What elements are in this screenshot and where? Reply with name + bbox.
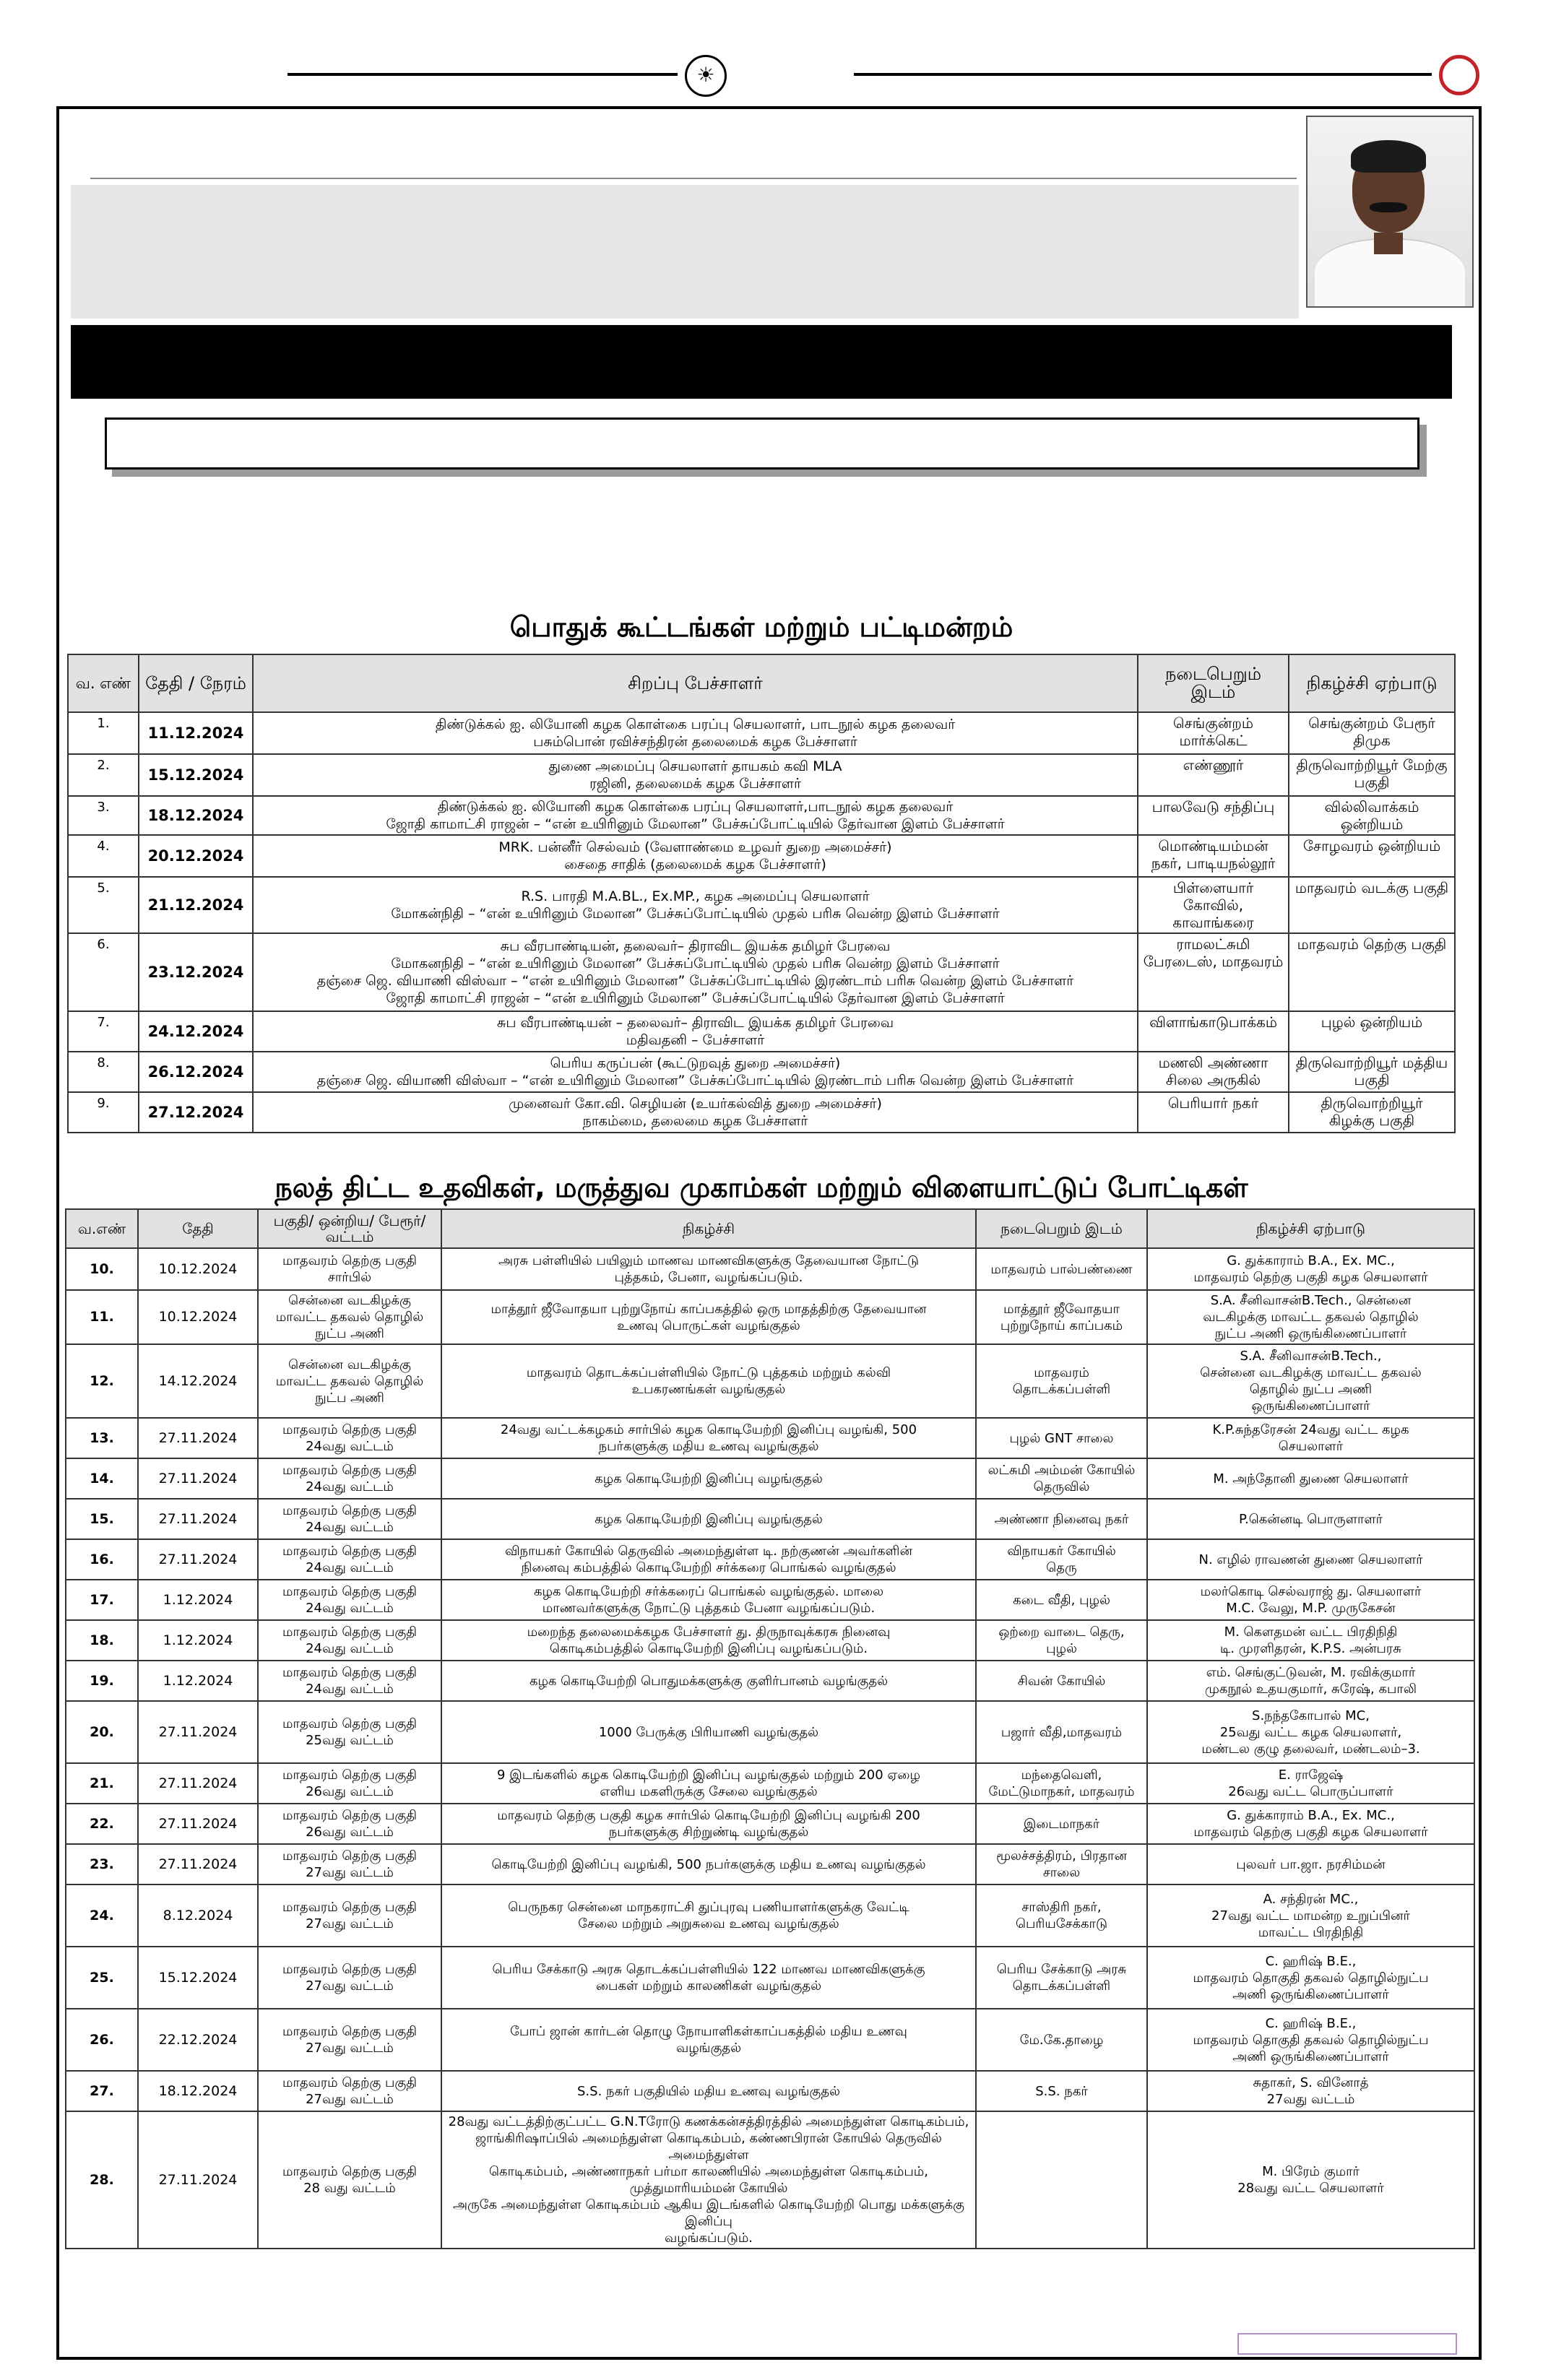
row-area: மாதவரம் தெற்கு பகுதி 24வது வட்டம் <box>258 1661 441 1701</box>
row-speaker: திண்டுக்கல் ஐ. லியோனி கழக கொள்கை பரப்பு செயலாளர், பாடநூல் கழக தலைவர் பசும்பொன் ரவிச்சந்திரன் தலைமைக் கழக பேச்சாளர் <box>253 712 1138 754</box>
row-place: விநாயகர் கோயில் தெரு <box>976 1539 1147 1580</box>
row-speaker: திண்டுக்கல் ஐ. லியோனி கழக கொள்கை பரப்பு செயலாளர்,பாடநூல் கழக தலைவர் ஜோதி காமாட்சி ராஜன் – “என் உயிரினும் மேலான” பேச்சுப்போட்டியில் தேர்வான இளம் பேச்சாளர் <box>253 796 1138 835</box>
row-place: S.S. நகர் <box>976 2071 1147 2111</box>
top-rule-left <box>288 73 678 76</box>
table-row <box>66 1620 1474 1661</box>
row-place <box>976 2111 1147 2249</box>
header2-event: நிகழ்ச்சி <box>441 1209 976 1248</box>
row-number: 23. <box>66 1844 138 1884</box>
row-number: 22. <box>66 1804 138 1844</box>
row-number: 26. <box>66 2009 138 2071</box>
row-organizer: சுதாகர், S. வினோத் 27வது வட்டம் <box>1147 2071 1474 2111</box>
row-date: 18.12.2024 <box>139 796 253 835</box>
row-number: 17. <box>66 1580 138 1620</box>
row-place: இடைமாநகர் <box>976 1804 1147 1844</box>
row-speaker: பெரிய கருப்பன் (கூட்டுறவுத் துறை அமைச்சர்) தஞ்சை ஜெ. வியாணி விஸ்வா – “என் உயிரினும் மேலான” பேச்சுப்போட்டியில் இரண்டாம் பரிசு வென்ற இளம் பேச்சாளர் <box>253 1052 1138 1092</box>
row-number: 18. <box>66 1620 138 1661</box>
row-date: 14.12.2024 <box>138 1344 258 1418</box>
black-banner <box>71 325 1452 399</box>
row-organizer: செங்குன்றம் பேரூர் திமுக <box>1289 712 1455 754</box>
row-date: 15.12.2024 <box>139 754 253 796</box>
table-row <box>66 1763 1474 1804</box>
table-row <box>66 1418 1474 1458</box>
row-place: ஒற்றை வாடை தெரு, புழல் <box>976 1620 1147 1661</box>
row-organizer: மாதவரம் தெற்கு பகுதி <box>1289 933 1455 1011</box>
row-number: 3. <box>68 796 139 835</box>
row-event: 24வது வட்டக்கழகம் சார்பில் கழக கொடியேற்றி இனிப்பு வழங்கி, 500 நபர்களுக்கு மதிய உணவு வழங்குதல் <box>441 1418 976 1458</box>
row-number: 28. <box>66 2111 138 2249</box>
row-date: 24.12.2024 <box>139 1011 253 1052</box>
row-speaker: சுப வீரபாண்டியன், தலைவர்– திராவிட இயக்க தமிழர் பேரவை மோகனநிதி – “என் உயிரினும் மேலான” பேச்சுப்போட்டியில் முதல் பரிசு வென்ற இளம் பேச்சாளர் தஞ்சை ஜெ. வியாணி விஸ்வா – “என் உயிரினும் மேலான” பேச்சுப்போட்டியில் இரண்டாம் பரிசு வென்ற இளம் பேச்சாளர் ஜோதி காமாட்சி ராஜன் – “என் உயிரினும் மேலான” பேச்சுப்போட்டியில் தேர்வான இளம் பேச்சாளர் <box>253 933 1138 1011</box>
header2-area: பகுதி/ ஒன்றிய/ பேரூர்/ வட்டம் <box>258 1209 441 1248</box>
row-event: 28வது வட்டத்திற்குட்பட்ட G.N.Tரோடு கணக்கன்சத்திரத்தில் அமைந்துள்ள கொடிகம்பம், ஜாங்கிரிஷாப்பில் அமைந்துள்ள கொடிகம்பம், கண்ணபிரான் கோயில் தெருவில் அமைந்துள்ள கொடிகம்பம், அண்ணாநகர் பர்மா காலணியில் அமைந்துள்ள கொடிகம்பம், முத்துமாரியம்மன் கோயில் அருகே அமைந்துள்ள கொடிகம்பம் ஆகிய இடங்களில் கொடியேற்றி பொது மக்களுக்கு இனிப்பு வழங்கப்படும். <box>441 2111 976 2249</box>
row-area: மாதவரம் தெற்கு பகுதி 27வது வட்டம் <box>258 2071 441 2111</box>
row-number: 6. <box>68 933 139 1011</box>
row-number: 10. <box>66 1248 138 1290</box>
row-organizer: திருவொற்றியூர் மேற்கு பகுதி <box>1289 754 1455 796</box>
row-number: 19. <box>66 1661 138 1701</box>
row-place: கடை வீதி, புழல் <box>976 1580 1147 1620</box>
row-organizer: M. அந்தோனி துணை செயலாளர் <box>1147 1458 1474 1499</box>
row-speaker: முனைவர் கோ.வி. செழியன் (உயர்கல்வித் துறை அமைச்சர்) நாகம்மை, தலைமை கழக பேச்சாளர் <box>253 1092 1138 1133</box>
table-row <box>68 754 1455 796</box>
table-row <box>68 835 1455 877</box>
row-area: மாதவரம் தெற்கு பகுதி 27வது வட்டம் <box>258 1844 441 1884</box>
row-organizer: E. ராஜேஷ் 26வது வட்ட பொருப்பாளர் <box>1147 1763 1474 1804</box>
row-number: 14. <box>66 1458 138 1499</box>
header-organizer: நிகழ்ச்சி ஏற்பாடு <box>1289 654 1455 712</box>
row-date: 10.12.2024 <box>138 1248 258 1290</box>
row-number: 21. <box>66 1763 138 1804</box>
row-organizer: M. பிரேம் குமார் 28வது வட்ட செயலாளர் <box>1147 2111 1474 2249</box>
row-date: 27.11.2024 <box>138 1418 258 1458</box>
row-place: பிள்ளையார் கோவில், காவாங்கரை <box>1138 877 1289 933</box>
row-number: 20. <box>66 1701 138 1763</box>
row-date: 27.11.2024 <box>138 2111 258 2249</box>
row-organizer: C. ஹரிஷ் B.E., மாதவரம் தொகுதி தகவல் தொழில்நுட்ப அணி ஒருங்கிணைப்பாளர் <box>1147 2009 1474 2071</box>
header-no: வ. எண் <box>68 654 139 712</box>
row-event: கொடியேற்றி இனிப்பு வழங்கி, 500 நபர்களுக்கு மதிய உணவு வழங்குதல் <box>441 1844 976 1884</box>
top-rule-right <box>854 73 1432 76</box>
row-place: பெரியார் நகர் <box>1138 1092 1289 1133</box>
row-event: 9 இடங்களில் கழக கொடியேற்றி இனிப்பு வழங்குதல் மற்றும் 200 ஏழை எளிய மகளிருக்கு சேலை வழங்குதல் <box>441 1763 976 1804</box>
row-number: 13. <box>66 1418 138 1458</box>
row-organizer: மலர்கொடி செல்வராஜ் து. செயலாளர் M.C. வேலு, M.P. முருகேசன் <box>1147 1580 1474 1620</box>
row-number: 1. <box>68 712 139 754</box>
row-organizer: திருவொற்றியூர் கிழக்கு பகுதி <box>1289 1092 1455 1133</box>
header2-no: வ.எண் <box>66 1209 138 1248</box>
table-row <box>66 1499 1474 1539</box>
row-event: விநாயகர் கோயில் தெருவில் அமைந்துள்ள டி. நற்குணன் அவர்களின் நினைவு கம்பத்தில் கொடியேற்றி சர்க்கரை பொங்கல் வழங்குதல் <box>441 1539 976 1580</box>
row-date: 1.12.2024 <box>138 1661 258 1701</box>
row-number: 7. <box>68 1011 139 1052</box>
row-organizer: புழல் ஒன்றியம் <box>1289 1011 1455 1052</box>
row-date: 27.11.2024 <box>138 1701 258 1763</box>
row-area: மாதவரம் தெற்கு பகுதி 27வது வட்டம் <box>258 2009 441 2071</box>
row-place: மூலச்சத்திரம், பிரதான சாலை <box>976 1844 1147 1884</box>
row-organizer: P.கென்னடி பொருளாளர் <box>1147 1499 1474 1539</box>
table-row <box>66 1844 1474 1884</box>
row-organizer: எம். செங்குட்டுவன், M. ரவிக்குமார் முகநூல் உதயகுமார், சுரேஷ், கபாலி <box>1147 1661 1474 1701</box>
row-place: மந்தைவெளி, மேட்டுமாநகர், மாதவரம் <box>976 1763 1147 1804</box>
row-area: மாதவரம் தெற்கு பகுதி 24வது வட்டம் <box>258 1580 441 1620</box>
row-area: மாதவரம் தெற்கு பகுதி 24வது வட்டம் <box>258 1499 441 1539</box>
row-date: 20.12.2024 <box>139 835 253 877</box>
row-event: மாத்தூர் ஜீவோதயா புற்றுநோய் காப்பகத்தில் ஒரு மாதத்திற்கு தேவையான உணவு பொருட்கள் வழங்குதல் <box>441 1290 976 1344</box>
row-date: 23.12.2024 <box>139 933 253 1011</box>
row-area: மாதவரம் தெற்கு பகுதி 27வது வட்டம் <box>258 1947 441 2009</box>
row-date: 27.11.2024 <box>138 1499 258 1539</box>
row-event: 1000 பேருக்கு பிரியாணி வழங்குதல் <box>441 1701 976 1763</box>
row-date: 15.12.2024 <box>138 1947 258 2009</box>
row-date: 10.12.2024 <box>138 1290 258 1344</box>
row-event: மாதவரம் தொடக்கப்பள்ளியில் நோட்டு புத்தகம் மற்றும் கல்வி உபகரணங்கள் வழங்குதல் <box>441 1344 976 1418</box>
table-row <box>66 1248 1474 1290</box>
row-date: 26.12.2024 <box>139 1052 253 1092</box>
row-event: மறைந்த தலைமைக்கழக பேச்சாளர் து. திருநாவுக்கரசு நினைவு கொடிகம்பத்தில் கொடியேற்றி இனிப்பு வழங்கப்படும். <box>441 1620 976 1661</box>
row-date: 1.12.2024 <box>138 1620 258 1661</box>
table-row <box>66 2009 1474 2071</box>
table-row <box>66 1580 1474 1620</box>
row-place: எண்ணூர் <box>1138 754 1289 796</box>
row-number: 11. <box>66 1290 138 1344</box>
table-row <box>66 1458 1474 1499</box>
page-corner-circle <box>1439 55 1479 95</box>
row-number: 9. <box>68 1092 139 1133</box>
row-number: 8. <box>68 1052 139 1092</box>
header-panel <box>71 185 1299 319</box>
table-row <box>66 1290 1474 1344</box>
section2-title: நலத் திட்ட உதவிகள், மருத்துவ முகாம்கள் மற்றும் விளையாட்டுப் போட்டிகள் <box>275 1172 1248 1203</box>
row-organizer: K.P.சுந்தரேசன் 24வது வட்ட கழக செயலாளர் <box>1147 1418 1474 1458</box>
row-area: மாதவரம் தெற்கு பகுதி சார்பில் <box>258 1248 441 1290</box>
row-place: புழல் GNT சாலை <box>976 1418 1147 1458</box>
row-date: 27.12.2024 <box>139 1092 253 1133</box>
row-speaker: R.S. பாரதி M.A.BL., Ex.MP., கழக அமைப்பு செயலாளர் மோகன்நிதி – “என் உயிரினும் மேலான” பேச்சுப்போட்டியில் முதல் பரிசு வென்ற இளம் பேச்சாளர் <box>253 877 1138 933</box>
row-place: அண்ணா நினைவு நகர் <box>976 1499 1147 1539</box>
header-speaker: சிறப்பு பேச்சாளர் <box>253 654 1138 712</box>
row-number: 4. <box>68 835 139 877</box>
footer-box <box>1237 2333 1457 2355</box>
row-organizer: மாதவரம் வடக்கு பகுதி <box>1289 877 1455 933</box>
row-number: 2. <box>68 754 139 796</box>
row-place: மாதவரம் தொடக்கப்பள்ளி <box>976 1344 1147 1418</box>
row-place: சாஸ்திரி நகர், பெரியசேக்காடு <box>976 1884 1147 1947</box>
row-place: மொண்டியம்மன் நகர், பாடியநல்லூர் <box>1138 835 1289 877</box>
welfare-table <box>65 1208 1475 2249</box>
row-place: மே.கே.தாழை <box>976 2009 1147 2071</box>
table-row <box>66 1344 1474 1418</box>
row-place: சிவன் கோயில் <box>976 1661 1147 1701</box>
row-area: மாதவரம் தெற்கு பகுதி 24வது வட்டம் <box>258 1620 441 1661</box>
party-emblem-icon: ☀ <box>685 55 727 97</box>
row-organizer: வில்லிவாக்கம் ஒன்றியம் <box>1289 796 1455 835</box>
row-number: 15. <box>66 1499 138 1539</box>
header2-place: நடைபெறும் இடம் <box>976 1209 1147 1248</box>
row-event: கழக கொடியேற்றி பொதுமக்களுக்கு குளிர்பானம் வழங்குதல் <box>441 1661 976 1701</box>
row-organizer: N. எழில் ராவணன் துணை செயலாளர் <box>1147 1539 1474 1580</box>
table-row <box>66 1539 1474 1580</box>
table-row <box>66 1701 1474 1763</box>
row-date: 21.12.2024 <box>139 877 253 933</box>
row-organizer: S.A. சீனிவாசன்B.Tech., சென்னை வடகிழக்கு மாவட்ட தகவல் தொழில் நுட்ப அணி ஒருங்கிணைப்பாளர் <box>1147 1344 1474 1418</box>
table-row <box>68 1011 1455 1052</box>
row-area: சென்னை வடகிழக்கு மாவட்ட தகவல் தொழில் நுட்ப அணி <box>258 1344 441 1418</box>
row-area: மாதவரம் தெற்கு பகுதி 26வது வட்டம் <box>258 1763 441 1804</box>
row-number: 27. <box>66 2071 138 2111</box>
row-area: சென்னை வடகிழக்கு மாவட்ட தகவல் தொழில் நுட்ப அணி <box>258 1290 441 1344</box>
row-area: மாதவரம் தெற்கு பகுதி 24வது வட்டம் <box>258 1418 441 1458</box>
row-event: மாதவரம் தெற்கு பகுதி கழக சார்பில் கொடியேற்றி இனிப்பு வழங்கி 200 நபர்களுக்கு சிற்றுண்டி வழங்குதல் <box>441 1804 976 1844</box>
row-place: மாதவரம் பால்பண்ணை <box>976 1248 1147 1290</box>
row-date: 22.12.2024 <box>138 2009 258 2071</box>
row-date: 27.11.2024 <box>138 1458 258 1499</box>
table-row <box>68 796 1455 835</box>
row-place: பாலவேடு சந்திப்பு <box>1138 796 1289 835</box>
row-date: 1.12.2024 <box>138 1580 258 1620</box>
table-row <box>68 1052 1455 1092</box>
row-area: மாதவரம் தெற்கு பகுதி 24வது வட்டம் <box>258 1539 441 1580</box>
row-event: S.S. நகர் பகுதியில் மதிய உணவு வழங்குதல் <box>441 2071 976 2111</box>
header-rule <box>90 178 1297 179</box>
row-speaker: சுப வீரபாண்டியன் – தலைவர்– திராவிட இயக்க தமிழர் பேரவை மதிவதனி – பேச்சாளர் <box>253 1011 1138 1052</box>
table-row <box>66 1947 1474 2009</box>
table-row <box>68 877 1455 933</box>
table-row <box>68 1092 1455 1133</box>
table-row <box>68 933 1455 1011</box>
subtitle-box <box>105 417 1419 469</box>
row-date: 27.11.2024 <box>138 1763 258 1804</box>
row-organizer: M. கௌதமன் வட்ட பிரதிநிதி டி. முரளிதரன், K.P.S. அன்பரசு <box>1147 1620 1474 1661</box>
row-place: விளாங்காடுபாக்கம் <box>1138 1011 1289 1052</box>
row-place: செங்குன்றம் மார்க்கெட் <box>1138 712 1289 754</box>
row-event: அரசு பள்ளியில் பயிலும் மாணவ மாணவிகளுக்கு தேவையான நோட்டு புத்தகம், பேனா, வழங்கப்படும். <box>441 1248 976 1290</box>
meetings-table <box>67 654 1456 1133</box>
row-event: பெரிய சேக்காடு அரசு தொடக்கப்பள்ளியில் 122 மாணவ மாணவிகளுக்கு பைகள் மற்றும் காலணிகள் வழங்குதல் <box>441 1947 976 2009</box>
table-row <box>66 1661 1474 1701</box>
row-speaker: MRK. பன்னீர் செல்வம் (வேளாண்மை உழவர் துறை அமைச்சர்) சைதை சாதிக் (தலைமைக் கழக பேச்சாளர்) <box>253 835 1138 877</box>
row-event: போப் ஜான் கார்டன் தொழு நோயாளிகள்காப்பகத்தில் மதிய உணவு வழங்குதல் <box>441 2009 976 2071</box>
row-organizer: G. துக்காராம் B.A., Ex. MC., மாதவரம் தெற்கு பகுதி கழக செயலாளர் <box>1147 1804 1474 1844</box>
row-place: பெரிய சேக்காடு அரசு தொடக்கப்பள்ளி <box>976 1947 1147 2009</box>
row-event: கழக கொடியேற்றி இனிப்பு வழங்குதல் <box>441 1499 976 1539</box>
leader-photo <box>1306 116 1474 308</box>
row-place: மணலி அண்ணா சிலை அருகில் <box>1138 1052 1289 1092</box>
table-row <box>66 2111 1474 2249</box>
row-event: பெருநகர சென்னை மாநகராட்சி துப்புரவு பணியாளர்களுக்கு வேட்டி சேலை மற்றும் அறுசுவை உணவு வழங்குதல் <box>441 1884 976 1947</box>
row-organizer: A. சந்திரன் MC., 27வது வட்ட மாமன்ற உறுப்பினர் மாவட்ட பிரதிநிதி <box>1147 1884 1474 1947</box>
row-organizer: C. ஹரிஷ் B.E., மாதவரம் தொகுதி தகவல் தொழில்நுட்ப அணி ஒருங்கிணைப்பாளர் <box>1147 1947 1474 2009</box>
row-date: 18.12.2024 <box>138 2071 258 2111</box>
row-area: மாதவரம் தெற்கு பகுதி 28 வது வட்டம் <box>258 2111 441 2249</box>
header-place: நடைபெறும் இடம் <box>1138 654 1289 712</box>
row-area: மாதவரம் தெற்கு பகுதி 26வது வட்டம் <box>258 1804 441 1844</box>
row-organizer: G. துக்காராம் B.A., Ex. MC., மாதவரம் தெற்கு பகுதி கழக செயலாளர் <box>1147 1248 1474 1290</box>
row-place: லட்சுமி அம்மன் கோயில் தெருவில் <box>976 1458 1147 1499</box>
row-date: 27.11.2024 <box>138 1844 258 1884</box>
header2-date: தேதி <box>138 1209 258 1248</box>
row-organizer: சோழவரம் ஒன்றியம் <box>1289 835 1455 877</box>
table-row <box>68 712 1455 754</box>
row-number: 16. <box>66 1539 138 1580</box>
row-organizer: S.A. சீனிவாசன்B.Tech., சென்னை வடகிழக்கு மாவட்ட தகவல் தொழில் நுட்ப அணி ஒருங்கிணைப்பாளர் <box>1147 1290 1474 1344</box>
header2-organizer: நிகழ்ச்சி ஏற்பாடு <box>1147 1209 1474 1248</box>
table-row <box>66 2071 1474 2111</box>
row-organizer: S.நந்தகோபால் MC, 25வது வட்ட கழக செயலாளர், மண்டல குழு தலைவர், மண்டலம்–3. <box>1147 1701 1474 1763</box>
row-date: 8.12.2024 <box>138 1884 258 1947</box>
table-row <box>66 1804 1474 1844</box>
row-date: 27.11.2024 <box>138 1539 258 1580</box>
section1-title: பொதுக் கூட்டங்கள் மற்றும் பட்டிமன்றம் <box>509 611 1013 643</box>
row-number: 25. <box>66 1947 138 2009</box>
header-date: தேதி / நேரம் <box>139 654 253 712</box>
row-date: 27.11.2024 <box>138 1804 258 1844</box>
row-date: 11.12.2024 <box>139 712 253 754</box>
row-number: 24. <box>66 1884 138 1947</box>
row-event: கழக கொடியேற்றி சர்க்கரைப் பொங்கல் வழங்குதல். மாலை மாணவர்களுக்கு நோட்டு புத்தகம் பேனா வழங்கப்படும். <box>441 1580 976 1620</box>
row-place: ராமலட்சுமி பேரடைஸ், மாதவரம் <box>1138 933 1289 1011</box>
row-number: 5. <box>68 877 139 933</box>
row-organizer: புலவர் பா.ஜா. நரசிம்மன் <box>1147 1844 1474 1884</box>
row-organizer: திருவொற்றியூர் மத்திய பகுதி <box>1289 1052 1455 1092</box>
table-row <box>66 1884 1474 1947</box>
row-place: மாத்தூர் ஜீவோதயா புற்றுநோய் காப்பகம் <box>976 1290 1147 1344</box>
row-place: பஜார் வீதி,மாதவரம் <box>976 1701 1147 1763</box>
row-area: மாதவரம் தெற்கு பகுதி 27வது வட்டம் <box>258 1884 441 1947</box>
row-number: 12. <box>66 1344 138 1418</box>
row-speaker: துணை அமைப்பு செயலாளர் தாயகம் கவி MLA ரஜினி, தலைமைக் கழக பேச்சாளர் <box>253 754 1138 796</box>
row-area: மாதவரம் தெற்கு பகுதி 25வது வட்டம் <box>258 1701 441 1763</box>
row-area: மாதவரம் தெற்கு பகுதி 24வது வட்டம் <box>258 1458 441 1499</box>
row-event: கழக கொடியேற்றி இனிப்பு வழங்குதல் <box>441 1458 976 1499</box>
